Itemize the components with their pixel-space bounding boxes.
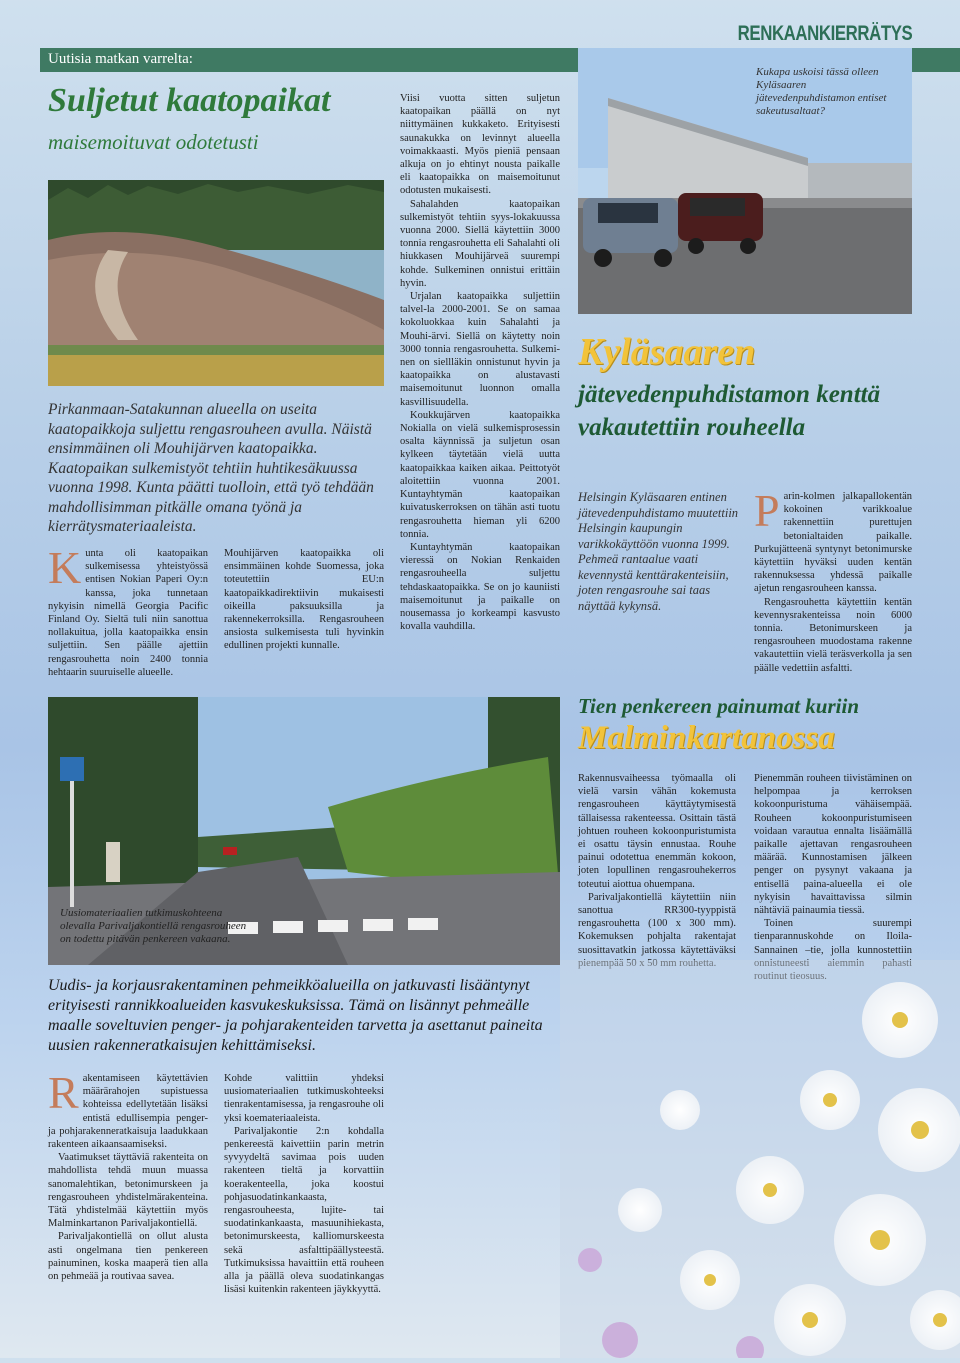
article3-colA-p3: Parivaljakontiellä on ollut alusta asti ongelmana tien penkereen painuminen, koska maaperä tien alla on pehmeää ja routivaa savea. — [48, 1231, 208, 1283]
article2-subtitle: jätevedenpuhdistamon kenttä vakautettiin rouheella — [578, 381, 881, 441]
article3-colB-p1: Kohde valittiin yhdeksi uusiomateriaalien tutkimuskohteeksi tienrakentamisessa, ja rengasrouhe oli yksi koemateriaaleista. — [224, 1073, 384, 1124]
article2-column-p2: Rengasrouhetta käytettiin kentän kevennysrakenteissa noin 6000 tonnia. Betonimurskeen ja rengasrouheen muodostama rakenne vakautettiin vielä teräsverkolla ja sen päälle vedettiin asfaltti. — [754, 596, 912, 674]
road-caption: Uusiomateriaalien tutkimuskohteena olevalla Parivaljakontiellä rengasrouheen on todettu pitävän penkereen vakaana. — [60, 907, 247, 945]
article1-col3-p5: Kuntayhtymän kaatopaikan vieressä on Nokian Renkaiden rengasrouheella suljettu tehdaskaatopaikka. Se on jo kauniisti maisemoitunut ja paikalle on nousemassa jo korkeampi kasvusto kovalla vauhdilla. — [400, 541, 560, 633]
article3-columnA — [48, 1067, 208, 1283]
article2-column-text: arin-kolmen jalkapallokentän kokoinen varikkoalue rakennettiin purettujen betonialtaiden paikalle. Purkujätteenä syntynyt betonimurske käytettiin hyväksi uuden kentän rakennuksessa yhdessä paikalle ajetun rengasrouheen kanssa. — [754, 491, 912, 595]
article1-column3 — [400, 92, 560, 633]
article1-column1 — [48, 542, 208, 679]
article1-subtitle: maisemoituvat odotetusti — [48, 130, 259, 154]
article1-col3-p2: Sahalahden kaatopaikan sulkemistyöt tehtiin syys-lokakuussa vuonna 2000. Siellä käytettiin 3000 tonnia rengasrouhetta eli Sahalahti oli hiukkasen Mouhijärveä suurempi kohde. Sulkeminen onnistui erittäin hyvin. — [400, 198, 560, 289]
drop-cap-r: R — [48, 1067, 79, 1118]
category-label: RENKAANKIERRÄTYS — [737, 22, 912, 45]
warehouse-caption: Kukapa uskoisi tässä olleen Kyläsaaren jätevedenpuhdistamon entiset sakeutusaltaat? — [756, 66, 887, 117]
article1-col3-p4: Koukkujärven kaatopaikka Nokialla on vielä sulkemisprosessin osalta käynnissä ja suljetun osan kylkeen täytetään vielä uutta kaatopaikkaa kaiken aikaa. Peittotyöt aloitettiin vuonna 2001. Kuntayhtymän kaatopaikan kuivatuskerroksen on tähän asti tuotu rengasrouhetta hieman yli 6200 tonnia. — [400, 409, 560, 540]
article2-title: Kyläsaaren — [578, 331, 756, 373]
article3-col1-p1: Rakennusvaiheessa työmaalla oli vielä varsin vähän kokemusta rengasrouheen käyttäytymisestä tällaisessa rakenteessa. Osittain tästä johtuen rouheen kokoonpuristumista ei osattu täysin ennustaa. Rouhe painui odotettua enemmän kokoon, joten lopullinen rengasrouhekerros toteutui aiottua ohuempana. — [578, 773, 736, 890]
article2-lead: Helsingin Kyläsaaren entinen jätevedenpuhdistamo muutettiin Helsingin kaupungin varikkokäyttöön vuonna 1999. Pehmeä rantaalue vaati kevennystä kenttärakenteisiin, joten rengasrouhe sai taas näyttää kykynsä. — [578, 490, 739, 613]
article3-col2-p2: Toinen suurempi tienparannuskohde on Iloila-Sannainen –tie, jolla kunnostettiin onnistuneesti aiemmin pahasti routinut tieosuus. — [754, 918, 912, 983]
landfill-illustration — [48, 180, 384, 386]
article3-colA-p2: Vaatimukset täyttäviä rakenteita on mahdollista tehdä muun muassa sanomalehtikan, betonimurskeen ja rengasrouheen yhdistelmärakenteina. Tätä yhdistelmää käytettiin myös Malminkartanon Parivaljakontiellä. — [48, 1152, 208, 1230]
article1-col3-p3: Urjalan kaatopaikka suljettiin talvel-la 2000-2001. Se on samaa kokoluokkaa kuin Sahalahti ja Mouhi-ärvi. Siellä on käytetty noin 3000 tonnia rengasrouhetta. Sulkemi-nen on siellläkin onnistunut hyvin ja kaatopaikka on alustavasti maisemoitunut luonnon omalla kasvillisuudella. — [400, 291, 560, 408]
article3-colB-p2: Parivaljakontie 2:n kohdalla penkereestä kaivettiin parin metrin syvyydeltä savimaa pois uuden rakenteen tieltä ja korvattiin koerakenteella, joka koostui pohjasuodatinkankaasta, rengasrouheesta, lujite- tai suodatinkankaasta, masuunihiekasta, betonimurskeesta, kalliomurskeesta sekä asfalttipäällysteestä. Tutkimuksissa havaittiin että rouheen alla ja päällä oleva suodatinkangas lisäsi kuitenkin rakenteen jäykkyyttä. — [224, 1125, 384, 1296]
article1-col3-p1: Viisi vuotta sitten suljetun kaatopaikan päällä on nyt niittymäinen kukkaketo. Erityisesti saunakukka on levinnyt alueella voimakkaasti. Myös pieniä pensaan alkuja on jo ehtinyt nousta paikalle eli kaatopaikka on maisemoitunut odotusten mukaisesti. — [400, 93, 560, 197]
article1-column1-text: unta oli kaatopaikan sulkemisessa yhteistyössä entisen Nokian Paperi Oy:n kanssa, joka tunnetaan nykyisin nimellä Georgia Pacific Finland Oy. Sieltä tuli niin sanottua nollakuitua, jolla kaatopaikka ensin suljettiin. Sen päälle ajettiin rengasrouhetta noin 2400 tonnia hehtaarin suuruiselle alueelle. — [48, 548, 208, 678]
article3-column2 — [754, 772, 912, 983]
article3-lead: Uudis- ja korjausrakentaminen pehmeikköalueilla on jatkuvasti lisääntynyt erityisesti rannikkoalueiden kasvukeskuksissa. Tämä on lisännyt pehmeälle maalle soveltuvien penger- ja pohjarakenteiden tarvetta ja asettanut paineita uusien rakenneratkaisujen kehittämiseksi. — [48, 977, 543, 1054]
article3-title1: Tien penkereen painumat kuriin — [578, 694, 860, 718]
article3-columnB — [224, 1072, 384, 1296]
article1-lead: Pirkanmaan-Satakunnan alueella on useita kaatopaikkoja suljettu rengasrouheen avulla. Näistä ensimmäinen oli Mouhijärven kaatopaikka. Kaatopaikan sulkemistyöt tehtiin huhtikesäkuussa vuonna 1998. Kunta päätti tuolloin, että työ tehdään mahdollisimman pitkälle omana työnä ja kierrätysmateriaaleista. — [48, 401, 374, 535]
section-label: Uutisia matkan varrelta: — [48, 51, 193, 67]
article3-column1 — [578, 772, 736, 970]
drop-cap-k: K — [48, 542, 82, 593]
flower-decoration — [560, 960, 960, 1358]
article2-column — [754, 485, 912, 675]
landfill-photo — [48, 180, 384, 386]
article3-col1-p2: Parivaljakontiellä käytettiin niin sanottua RR300-tyyppistä rengasrouhetta (100 x 300 mm). Kokemuksen pohjalta rakentajat suosittavatkin jatkossa käytettäväksi pienempää 50 x 50 mm rouhetta. — [578, 891, 736, 969]
article3-col2-p1: Pienemmän rouheen tiivistäminen on helpompaa ja kerroksen kokoonpuristuma vähäisempää. Rouheen kokoonpuristumiseen voidaan varautua ennalta lisäämällä paikalle ajettavan rengasrouheen määrää. Kunnostamisen jälkeen penger on pysynyt vakaana ja entisellä paina-alueella ei ole nykyisin havaittavissa silmin nähtäviä painaumia tiessä. — [754, 773, 912, 917]
drop-cap-p: P — [754, 485, 780, 536]
article3-title2: Malminkartanossa — [578, 720, 835, 756]
section-bar — [40, 48, 580, 72]
article1-column2: Mouhijärven kaatopaikka oli ensimmäinen kohde Suomessa, joka toteutettiin EU:n kaatopaikkadirektiivin mukaisesti oikeilla paksuuksilla ja rakennekerroksilla. Rengasrouheen ansiosta sulkemisesta tuli hyvinkin edullinen projekti kunnalle. — [224, 548, 384, 652]
daisy-illustration — [560, 960, 960, 1358]
article3-colA-text: akentamiseen käytettävien määrärahojen supistuessa kohteissa edellytetään lisäksi entistä edullisempia penger- ja pohjarakenneratkaisuja laadukkaan rakenteen aikaansaamiseksi. — [48, 1073, 208, 1151]
article1-title: Suljetut kaatopaikat — [48, 82, 331, 119]
